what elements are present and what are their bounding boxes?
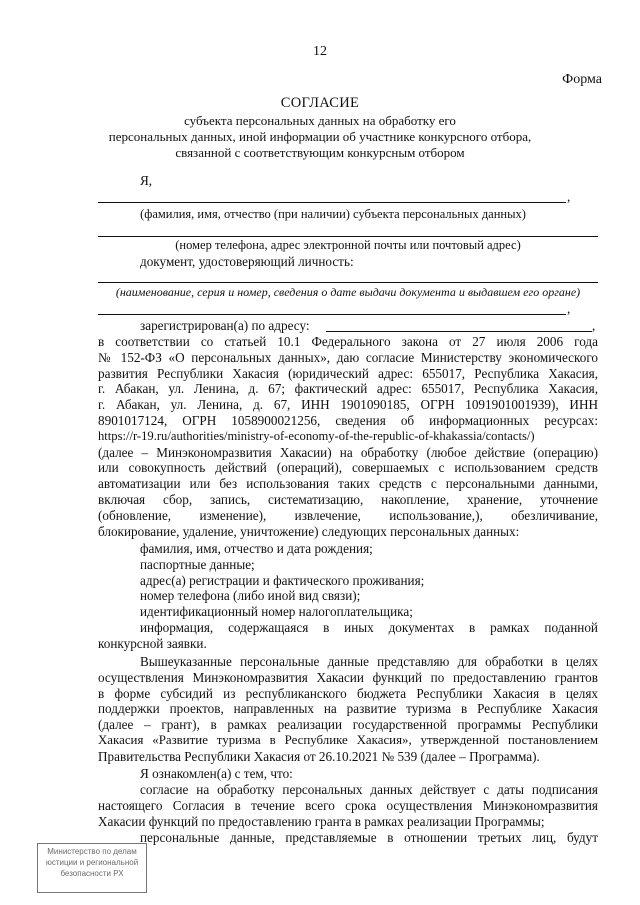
main-paragraph-url: https://r-19.ru/authorities/ministry-of-economy-of-the-republic-of-khakassia/contacts/) [98, 428, 535, 443]
main-paragraph-line: в соответствии со статьей 10.1 Федерального закона от 27 июля 2006 года [98, 334, 598, 349]
registered-label: зарегистрирован(а) по адресу: [140, 318, 310, 333]
info-item [98, 620, 598, 652]
comma: , [567, 301, 571, 316]
document-blank-line-2 [98, 314, 566, 315]
stamp-line: юстиции и региональной [45, 858, 139, 867]
purpose-paragraph-line: Правительства Республики Хакасия от 26.10.2021 № 539 (далее – Программа). [98, 748, 540, 764]
list-item: номер телефона (либо иной вид связи); [140, 588, 361, 604]
third-party-line: персональные данные, представляемые в отношении третьих лиц, будут [140, 830, 598, 845]
consent-paragraph-line: Хакасии функций по предоставлению гранта в рамках реализации Программы; [98, 813, 545, 829]
main-paragraph-line: г. Абакан, ул. Ленина, д. 67, ИНН 1901090185, ОГРН 1091901001939), ИНН [98, 397, 598, 413]
consent-paragraph [98, 782, 598, 829]
consent-paragraph-line: настоящего Согласия в течение всего срока осуществления Минэкономразвития [98, 797, 598, 813]
main-paragraph-line: развития Республики Хакасия (юридический адрес: 655017, Республика Хакасия, [98, 365, 598, 381]
form-label: Форма [562, 72, 602, 87]
info-item-line: информация, содержащаяся в иных документах в рамках поданной [140, 620, 598, 635]
main-paragraph [98, 334, 598, 539]
info-item-line: конкурсной заявки. [98, 635, 207, 651]
main-paragraph-line: (обновление, изменение), извлечение, использование,), обезличивание, [98, 507, 598, 523]
consent-paragraph-line: согласие на обработку персональных данных действует с даты подписания [140, 782, 598, 797]
main-paragraph-line: 8901017124, ОГРН 1058900021256, сведения об информационных ресурсах: [98, 412, 598, 428]
document-blank-line [98, 282, 598, 283]
data-items-list [140, 541, 598, 620]
document-label: документ, удостоверяющий личность: [140, 254, 354, 269]
page-number: 12 [313, 44, 327, 59]
caption-contacts: (номер телефона, адрес электронной почты или почтовый адрес) [175, 238, 521, 252]
purpose-paragraph-line: Хакасия «Развитие туризма в Республике Хакасия», утвержденной постановлением [98, 732, 598, 747]
third-party-paragraph [98, 830, 598, 846]
main-paragraph-line: включая сбор, запись, систематизацию, накопление, хранение, уточнение [98, 491, 598, 507]
purpose-paragraph-line: Вышеуказанные персональные данные представляю для обработки в целях [140, 654, 598, 669]
main-paragraph-line: г. Абакан, ул. Ленина, д. 67; фактический адрес: 655017, Республика Хакасия, [98, 381, 598, 397]
ya-label: Я, [140, 173, 153, 188]
purpose-paragraph-line: поддержки проектов, направленных на развитие туризма в Республике Хакасия [98, 701, 598, 717]
registration-stamp [37, 843, 147, 893]
caption-fio: (фамилия, имя, отчество (при наличии) субъекта персональных данных) [140, 207, 526, 221]
purpose-paragraph-line: в форме субсидий из республиканского бюджета Республики Хакасия в целях [98, 685, 598, 701]
list-item: паспортные данные; [140, 556, 255, 572]
subtitle-line: субъекта персональных данных на обработку его [184, 113, 456, 128]
purpose-paragraph-line: осуществления Минэкономразвития Хакасии функций по предоставлению грантов [98, 669, 598, 685]
comma: , [592, 318, 596, 333]
main-paragraph-line: блокирование, удаление, уничтожение) следующих персональных данных: [98, 523, 520, 539]
main-paragraph-line: (далее – Минэкономразвития Хакасии) на обработку (любое действие (операцию) [98, 444, 598, 460]
list-item: фамилия, имя, отчество и дата рождения; [140, 541, 373, 556]
purpose-paragraph [98, 654, 598, 765]
comma: , [567, 189, 571, 204]
stamp-line: Министерство по делам [47, 847, 137, 856]
acknowledged-line: Я ознакомлен(а) с тем, что: [140, 766, 293, 781]
contacts-blank-line [98, 236, 598, 237]
list-item: идентификационный номер налогоплательщика; [140, 604, 413, 620]
subtitle-line: персональных данных, иной информации об участнике конкурсного отбора, [108, 129, 532, 144]
document-title: СОГЛАСИЕ [280, 95, 360, 111]
purpose-paragraph-line: (далее – грант), в рамках реализации государственной программы Республики [98, 717, 598, 733]
main-paragraph-line: автоматизации или без использования таких средств с персональными данными, [98, 476, 598, 492]
main-paragraph-line: или совокупность действий (операций), совершаемых с использованием средств [98, 460, 598, 476]
subtitle-line: связанной с соответствующим конкурсным отбором [175, 145, 465, 160]
caption-document: (наименование, серия и номер, сведения о дате выдачи документа и выдавшем его органе) [115, 285, 581, 299]
fio-blank-line [98, 202, 566, 203]
address-blank-line [326, 331, 592, 332]
stamp-line: безопасности РХ [60, 869, 124, 878]
list-item: адрес(а) регистрации и фактического проживания; [140, 572, 425, 588]
main-paragraph-line: № 152-ФЗ «О персональных данных», даю согласие Министерству экономического [98, 349, 598, 365]
